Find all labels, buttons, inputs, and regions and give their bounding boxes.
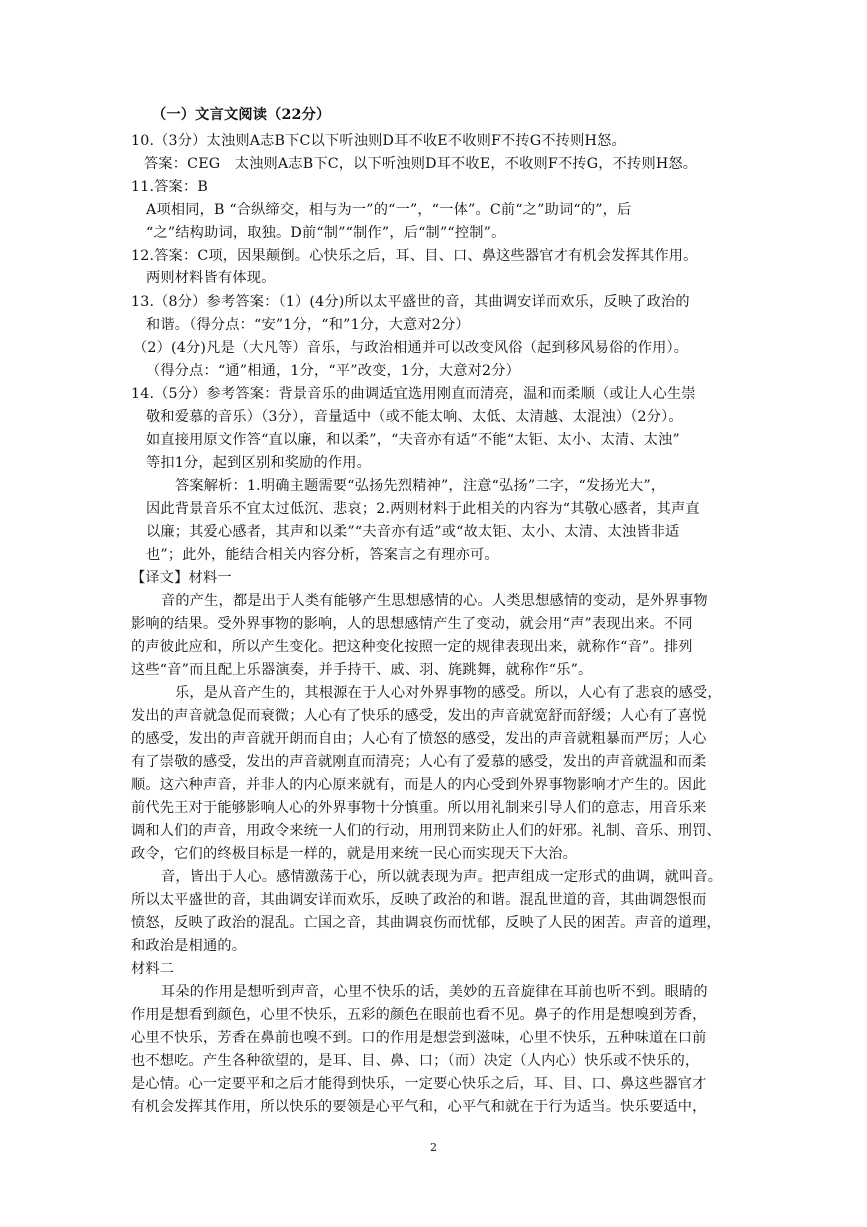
paragraph-4-line: 也不想吃。产生各种欲望的，是耳、目、鼻、口；（而）决定（人内心）快乐或不快乐的， [131,1053,700,1069]
paragraph-1-line: 影响的结果。受外界事物的影响，人的思想感情产生了变动，就会用“声”表现出来。不同 [131,616,693,632]
question-14-line4: 等扣1分，起到区别和奖励的作用。 [146,455,372,471]
question-13-line3: （2）(4分)凡是（大凡等）音乐，与政治相通并可以改变风俗（起到移风易俗的作用）。 [133,340,689,356]
paragraph-2-line: 顺。这六种声音，并非人的内心原来就有，而是人的内心受到外界事物影响才产生的。因此 [131,777,707,793]
paragraph-4-line: 是心情。心一定要平和之后才能得到快乐，一定要心快乐之后，耳、目、口、鼻这些器官才 [131,1076,707,1092]
question-13: 13.（8分）参考答案：（1）(4分)所以太平盛世的音，其曲调安详而欢乐，反映了政治的 [131,294,690,310]
question-12-line2: 两则材料皆有体现。 [146,270,276,286]
paragraph-3-line: 所以太平盛世的音，其曲调安详而欢乐，反映了政治的和谐。混乱世道的音，其曲调怨恨而 [131,892,707,908]
paragraph-4-line: 心里不快乐，芳香在鼻前也嗅不到。口的作用是想尝到滋味，心里不快乐，五种味道在口前 [131,1030,707,1046]
question-14-explanation-3: 以廉；其爱心感者，其声和以柔”“夫音亦有适”或“故太钜、太小、太清、太浊皆非适 [146,524,680,540]
paragraph-2-line: 调和人们的声音，用政令来统一人们的行动，用刑罚来防止人们的奸邪。礼制、音乐、刑罚、 [131,823,721,839]
paragraph-4-line: 耳朵的作用是想听到声音，心里不快乐的话，美妙的五音旋律在耳前也听不到。眼睛的 [161,984,708,1000]
question-14-explanation-1: 答案解析：1.明确主题需要“弘扬先烈精神”，注意“弘扬”二字，“发扬光大”， [175,478,666,494]
question-10: 10.（3分）太浊则A志B下C以下听浊则D耳不收E不收则F不抟G不抟则H怒。 [131,133,626,149]
paragraph-2-line: 政令，它们的终极目标是一样的，就是用来统一民心而实现天下大治。 [131,846,578,862]
paragraph-3-line: 音，皆出于人心。感情激荡于心，所以就表现为声。把声组成一定形式的曲调，就叫音。 [161,869,723,885]
question-13-line4: （得分点：“通”相通，1分，“平”改变，1分，大意对2分） [146,363,521,379]
paragraph-2-line: 前代先王对于能够影响人心的外界事物十分慎重。所以用礼制来引导人们的意志，用音乐来 [131,800,707,816]
question-12: 12.答案：C项，因果颠倒。心快乐之后，耳、目、口、鼻这些器官才有机会发挥其作用。 [131,248,698,264]
page-number: 2 [430,1141,437,1154]
question-14-line3: 如直接用原文作答“直以廉，和以柔”，“夫音亦有适”不能“太钜、太小、太清、太浊” [146,432,680,448]
question-13-line2: 和谐。（得分点：“安”1分，“和”1分，大意对2分） [146,317,470,333]
paragraph-1-line: 这些“音”而且配上乐器演奏，并手持干、戚、羽、旄跳舞，就称作“乐”。 [131,662,593,678]
paragraph-2-line: 的感受，发出的声音就开朗而自由；人心有了愤怒的感受，发出的声音就粗暴而严厉；人心 [131,731,707,747]
question-10-answer: 答案：CEG 太浊则A志B下C，以下听浊则D耳不收E，不收则F不抟G，不抟则H怒。 [144,156,698,172]
paragraph-4-line: 作用是想看到颜色，心里不快乐，五彩的颜色在眼前也看不见。鼻子的作用是想嗅到芳香， [131,1007,707,1023]
question-11-line1: A项相同，B “合纵缔交，相与为一”的“一”，“一体”。C前“之”助词“的”，后 [146,202,632,218]
paragraph-2-line: 有了崇敬的感受，发出的声音就刚直而清亮；人心有了爱慕的感受，发出的声音就温和而柔 [131,754,707,770]
question-11-line2: “之”结构助词，取独。D前“制”“制作”，后“制”“控制”。 [146,225,506,241]
section-title: （一）文言文阅读（22分） [152,107,331,123]
question-14: 14.（5分）参考答案：背景音乐的曲调适宜选用刚直而清亮，温和而柔顺（或让人心生崇 [131,386,696,402]
question-14-line2: 敬和爱慕的音乐）（3分），音量适中（或不能太响、太低、太清越、太混浊）（2分）。 [146,409,683,425]
paragraph-2-line: 发出的声音就急促而衰微；人心有了快乐的感受，发出的声音就宽舒而舒缓；人心有了喜悦 [131,708,707,724]
paragraph-1-line: 的声彼此应和，所以产生变化。把这种变化按照一定的规律表现出来，就称作“音”。排列 [131,639,693,655]
paragraph-3-line: 和政治是相通的。 [131,938,247,954]
paragraph-1-line: 音的产生，都是出于人类有能够产生思想感情的心。人类思想感情的变动，是外界事物 [161,593,708,609]
question-11: 11.答案：B [131,179,208,195]
paragraph-2-line: 乐，是从音产生的，其根源在于人心对外界事物的感受。所以，人心有了悲哀的感受， [175,685,722,701]
question-14-explanation-4: 也”；此外，能结合相关内容分析，答案言之有理亦可。 [146,547,499,563]
translation-heading: 【译文】材料一 [131,570,232,586]
material-2-heading: 材料二 [131,961,175,977]
paragraph-4-line: 有机会发挥其作用，所以快乐的要领是心平气和，心平气和就在于行为适当。快乐要适中， [131,1099,707,1115]
paragraph-3-line: 愤怒，反映了政治的混乱。亡国之音，其曲调哀伤而忧郁，反映了人民的困苦。声音的道理， [131,915,721,931]
question-14-explanation-2: 因此背景音乐不宜太过低沉、悲哀；2.两则材料于此相关的内容为“其敬心感者，其声直 [146,501,700,517]
